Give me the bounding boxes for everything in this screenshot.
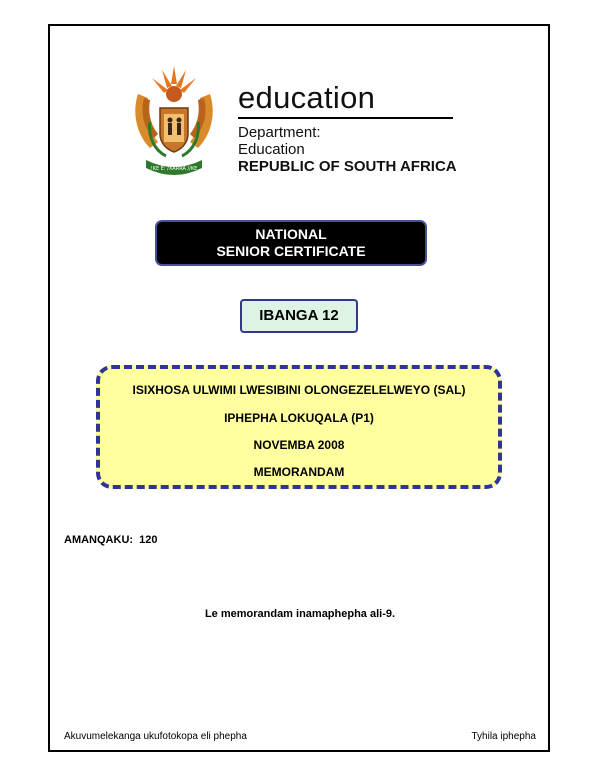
footer-copy-notice: Akuvumelekanga ukufotokopa eli phepha <box>64 731 247 742</box>
marks-value: 120 <box>139 534 158 546</box>
subject-title: ISIXHOSA ULWIMI LWESIBINI OLONGEZELELWEYO (SAL) <box>132 383 466 397</box>
banner-line-2: SENIOR CERTIFICATE <box>216 243 366 259</box>
paper-number: IPHEPHA LOKUQALA (P1) <box>224 411 374 425</box>
coat-of-arms-icon <box>128 64 220 180</box>
certificate-banner <box>155 220 427 266</box>
marks-line <box>64 534 158 546</box>
department-name: Education <box>238 141 305 158</box>
grade-badge: IBANGA 12 <box>240 299 358 333</box>
subject-panel <box>96 365 502 489</box>
country-name: REPUBLIC OF SOUTH AFRICA <box>238 158 457 175</box>
page-count-note: Le memorandam inamaphepha ali-9. <box>204 608 396 620</box>
footer-turn-page: Tyhila iphepha <box>471 731 536 742</box>
svg-text:!KE E: /XARRA //KE: !KE E: /XARRA //KE <box>150 166 198 172</box>
department-label: Department: <box>238 124 321 141</box>
marks-label: AMANQAKU: <box>64 534 134 546</box>
brand-rule <box>238 117 453 119</box>
exam-date: NOVEMBA 2008 <box>253 438 345 452</box>
brand-word: education <box>238 80 376 115</box>
banner-line-1: NATIONAL <box>255 226 327 242</box>
document-type: MEMORANDAM <box>253 465 345 479</box>
